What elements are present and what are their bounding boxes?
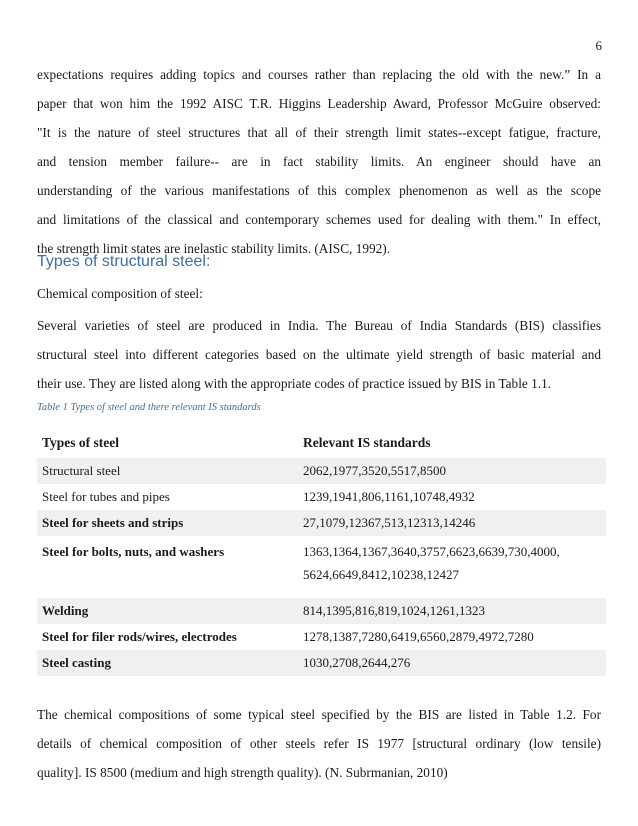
section-heading: Types of structural steel: [37,253,211,270]
cell-standards-line: 1363,1364,1367,3640,3757,6623,6639,730,4000, [303,544,560,559]
text-line: "It is the nature of steel structures that all of their strength limit states--except fatigue, fracture, [37,125,601,140]
cell-standards: 2062,1977,3520,5517,8500 [303,463,446,478]
text-line: and tension member failure-- are in fact stability limits. An engineer should have an [37,154,601,169]
cell-type: Steel for sheets and strips [42,515,184,530]
column-header-type: Types of steel [42,435,119,450]
paragraph-intro [37,60,601,263]
paragraph-composition [37,700,601,787]
text-line: paper that won him the 1992 AISC T.R. Higgins Leadership Award, Professor McGuire observed: [37,96,601,111]
cell-standards: 27,1079,12367,513,12313,14246 [303,515,476,530]
text-line: their use. They are listed along with the appropriate codes of practice issued by BIS in Table 1.1. [37,376,552,391]
table-row [37,598,606,624]
text-line: the strength limit states are inelastic stability limits. (AISC, 1992). [37,241,391,256]
text-line: details of chemical composition of other steels refer IS 1977 [structural ordinary (low tensile) [37,736,601,751]
table-caption: Table 1 Types of steel and there relevant IS standards [37,402,261,413]
cell-standards: 1278,1387,7280,6419,6560,2879,4972,7280 [303,629,534,644]
cell-standards: 1030,2708,2644,276 [303,655,411,670]
cell-standards: 1239,1941,806,1161,10748,4932 [303,489,475,504]
text-line: Several varieties of steel are produced in India. The Bureau of India Standards (BIS) classifies [37,318,601,333]
cell-standards [300,536,606,586]
text-line: The chemical compositions of some typical steel specified by the BIS are listed in Table 1.2. For [37,707,601,722]
cell-type: Structural steel [42,463,121,478]
cell-type: Steel for filer rods/wires, electrodes [42,629,237,644]
table-row [37,510,606,536]
text-line: quality]. IS 8500 (medium and high strength quality). (N. Subrmanian, 2010) [37,765,448,780]
cell-type: Steel casting [42,655,111,670]
table-row [37,624,606,650]
page-number: 6 [595,38,602,53]
text-line: and limitations of the classical and contemporary schemes used for dealing with them." In effect, [37,212,601,227]
column-header-standards: Relevant IS standards [303,435,431,450]
text-line: expectations requires adding topics and courses rather than replacing the old with the new.” In a [37,67,601,82]
cell-standards: 814,1395,816,819,1024,1261,1323 [303,603,485,618]
row-gap [37,590,606,598]
cell-type: Steel for bolts, nuts, and washers [42,544,225,559]
table-row [37,536,606,590]
paragraph-varieties [37,311,601,398]
steel-standards-table [37,428,606,676]
table-header-row [37,428,606,458]
subheading: Chemical composition of steel: [37,286,203,301]
text-line: understanding of the various manifestations of this complex phenomenon as well as the scope [37,183,601,198]
text-line: structural steel into different categories based on the ultimate yield strength of basic material and [37,347,601,362]
cell-type: Steel for tubes and pipes [42,489,170,504]
table-row [37,458,606,484]
cell-standards-line: 5624,6649,8412,10238,12427 [303,567,459,582]
table-row [37,484,606,510]
table-row [37,650,606,676]
cell-type: Welding [42,603,89,618]
